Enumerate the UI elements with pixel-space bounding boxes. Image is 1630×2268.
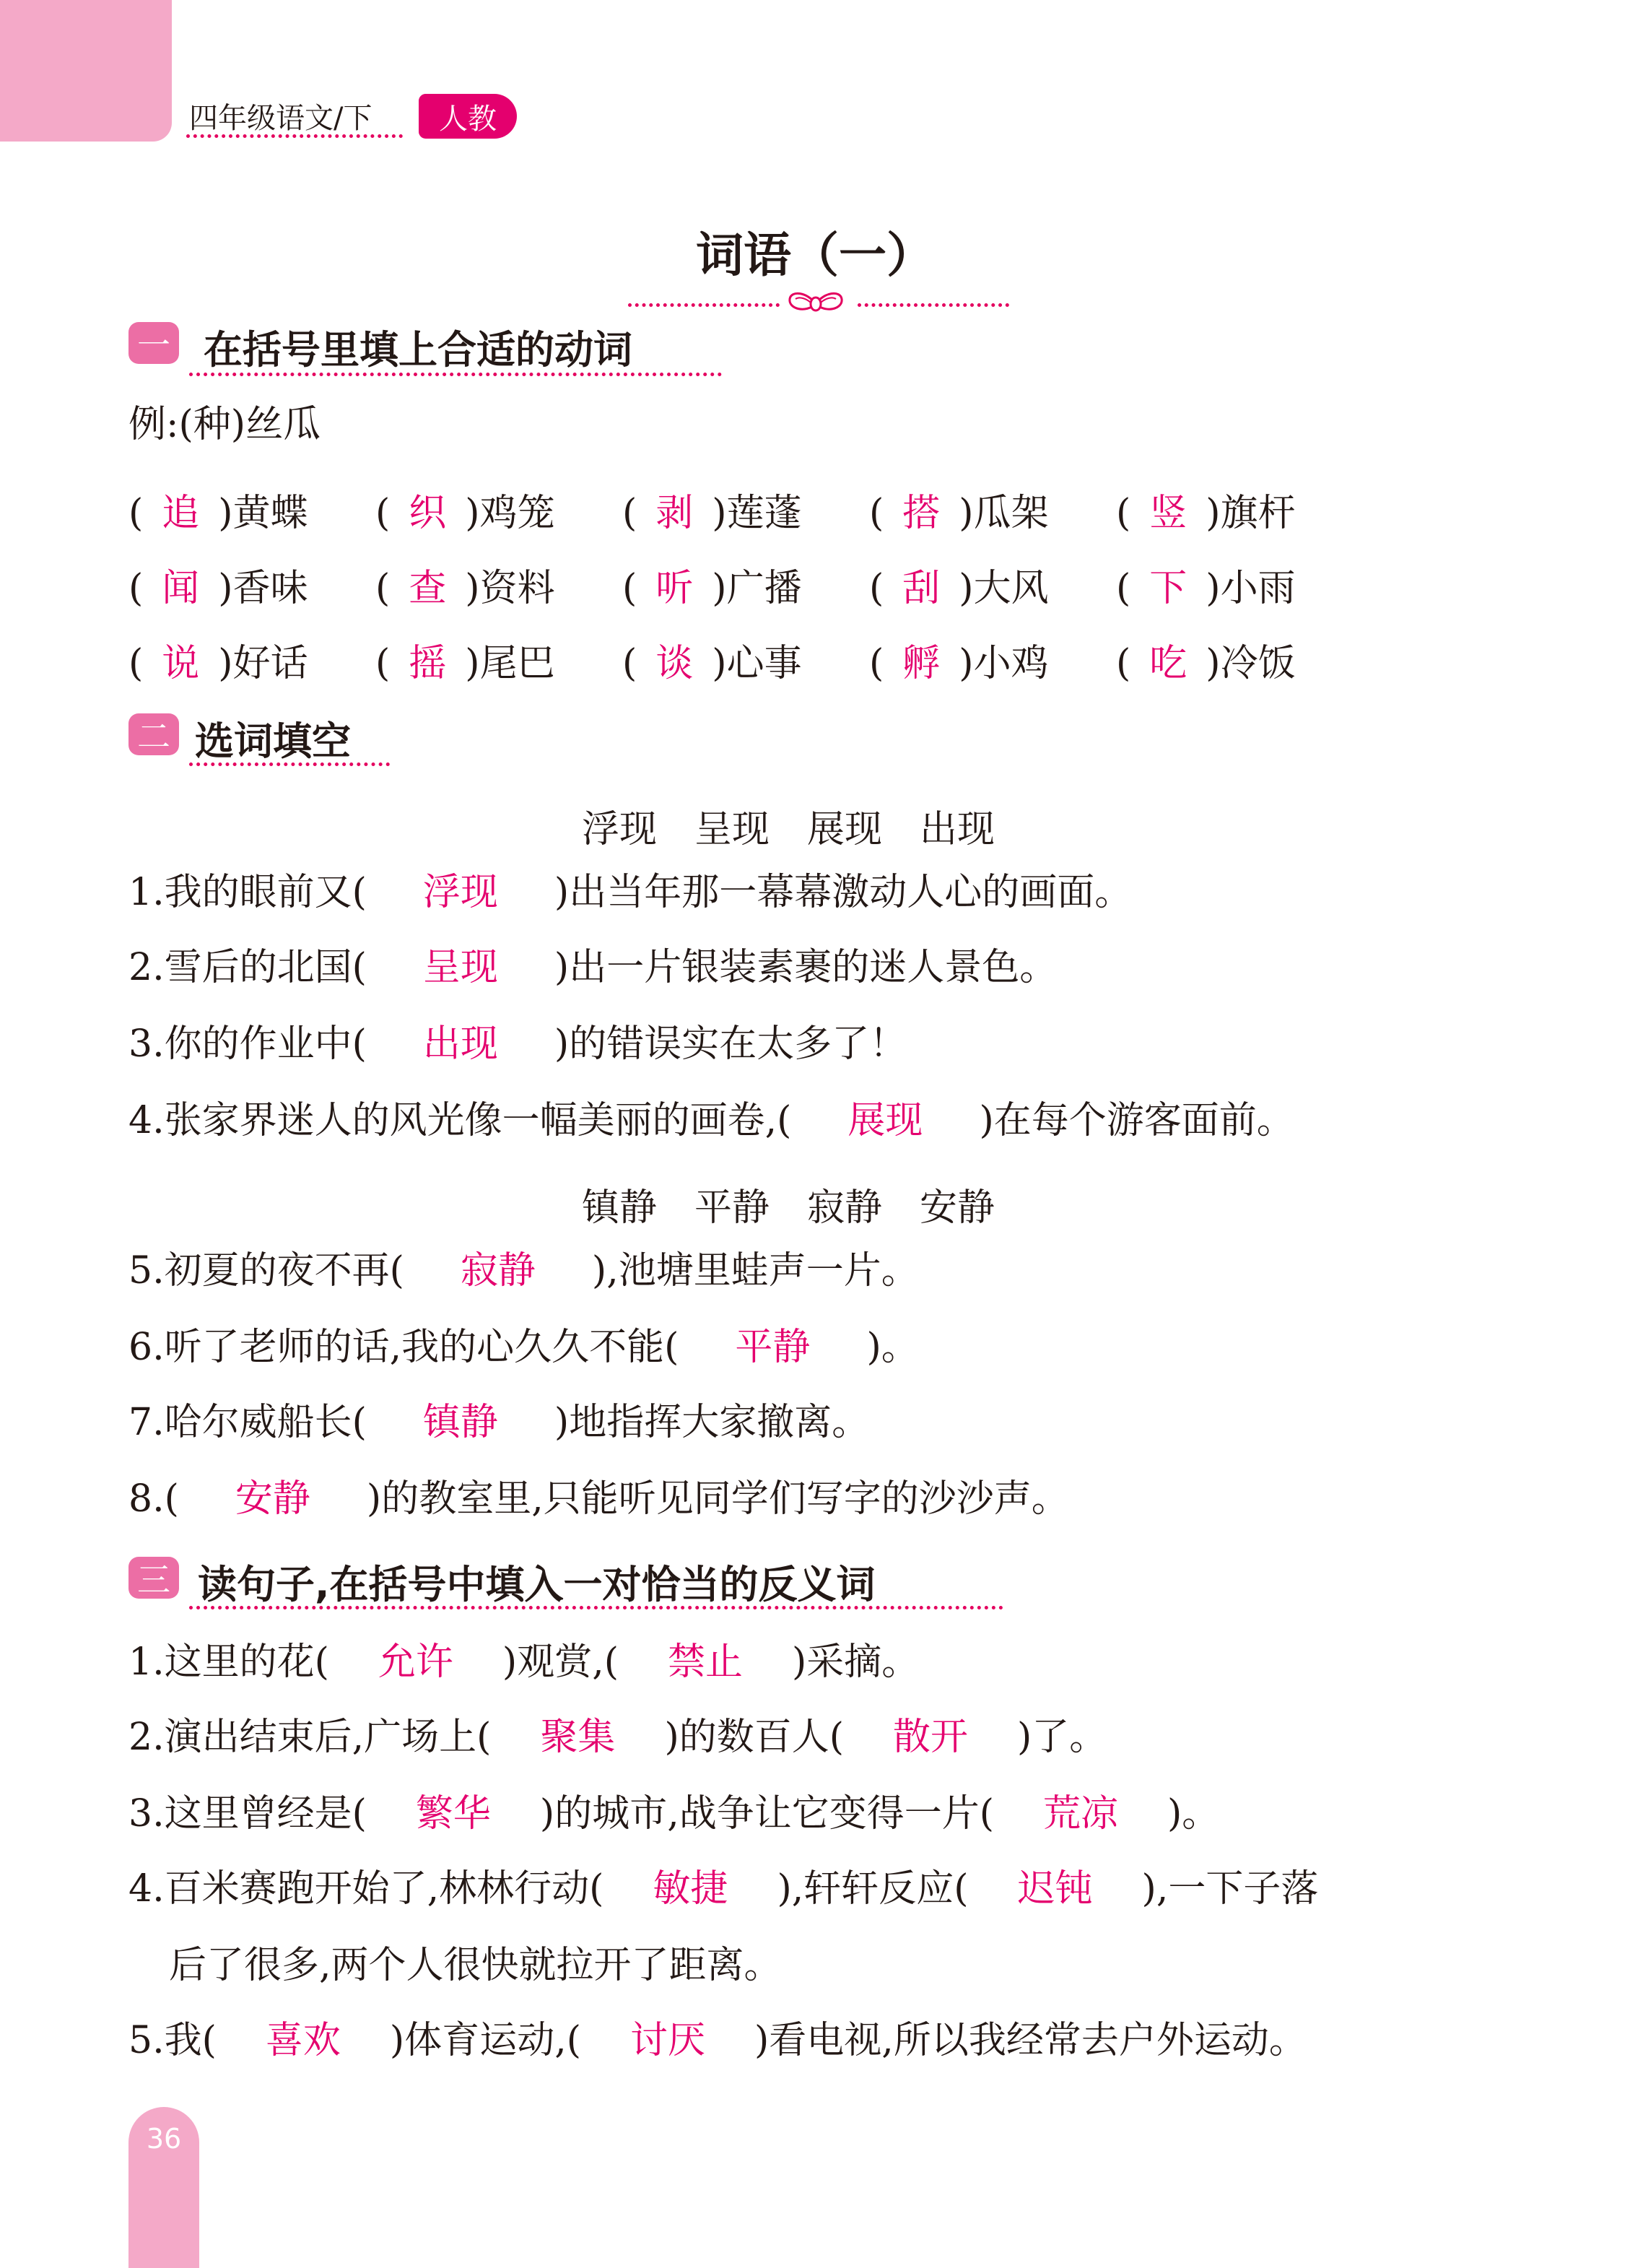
word-option: 出现: [920, 808, 995, 851]
word-options-2: [582, 1177, 1032, 1231]
section-2-underline: [189, 762, 390, 766]
section-3-title: 读句子,在括号中填入一对恰当的反义词: [198, 1562, 876, 1607]
title-dotted-right: [858, 303, 1009, 307]
s2-item-2: 2.雪后的北国( 呈现 )出一片银装素裹的迷人景色。: [128, 946, 1058, 989]
s2-item-4: 4.张家界迷人的风光像一幅美丽的画卷,( 展现 )在每个游客面前。: [128, 1099, 1294, 1142]
header-dotted-underline: [186, 134, 403, 138]
fill-cell: ( 闻 )香味: [128, 567, 308, 610]
lesson-title: 词语（一）: [696, 227, 934, 283]
s2-item-7: 7.哈尔威船长( 镇静 )地指挥大家撤离。: [128, 1401, 870, 1444]
fill-row-1: [128, 482, 1363, 536]
title-dotted-left: [628, 303, 780, 307]
s2-item-1: 1.我的眼前又( 浮现 )出当年那一幕幕激动人心的画面。: [128, 871, 1133, 914]
fill-cell: ( 吃 )冷饭: [1116, 642, 1296, 685]
s3-item-5: 5.我( 喜欢 )体育运动,( 讨厌 )看电视,所以我经常去户外运动。: [128, 2019, 1307, 2062]
section-1-badge: 一: [128, 322, 179, 364]
s2-item-5: 5.初夏的夜不再( 寂静 ),池塘里蛙声一片。: [128, 1249, 919, 1292]
section-3-badge: 三: [128, 1557, 179, 1599]
fill-cell: ( 剥 )莲蓬: [622, 492, 802, 535]
s2-item-6: 6.听了老师的话,我的心久久不能( 平静 )。: [128, 1326, 919, 1369]
fill-cell: ( 孵 )小鸡: [869, 642, 1049, 685]
edition-badge: 人教: [419, 94, 517, 139]
fill-cell: ( 说 )好话: [128, 642, 308, 685]
s3-item-2: 2.演出结束后,广场上( 聚集 )的数百人( 散开 )了。: [128, 1716, 1107, 1759]
fill-cell: ( 织 )鸡笼: [375, 492, 555, 535]
word-option: 展现: [807, 808, 883, 851]
fill-cell: ( 刮 )大风: [869, 567, 1049, 610]
word-option: 平静: [694, 1186, 770, 1230]
fill-cell: ( 听 )广播: [622, 567, 802, 610]
fill-cell: ( 竖 )旗杆: [1116, 492, 1296, 535]
s2-item-8: 8.( 安静 )的教室里,只能听见同学们写字的沙沙声。: [128, 1477, 1069, 1521]
section-2-badge: 二: [128, 713, 179, 755]
word-option: 呈现: [694, 808, 770, 851]
page-number: 36: [146, 2123, 182, 2155]
s3-item-3: 3.这里曾经是( 繁华 )的城市,战争让它变得一片( 荒凉 )。: [128, 1792, 1220, 1835]
fill-cell: ( 摇 )尾巴: [375, 642, 555, 685]
bow-icon: [785, 289, 846, 319]
section-1-title: 在括号里填上合适的动词: [204, 327, 632, 373]
s2-item-3: 3.你的作业中( 出现 )的错误实在太多了！: [128, 1022, 907, 1066]
s3-item-1: 1.这里的花( 允许 )观赏,( 禁止 )采摘。: [128, 1641, 920, 1684]
word-option: 浮现: [582, 808, 658, 851]
section-2-title: 选词填空: [195, 718, 351, 764]
section-1-underline: [189, 373, 722, 376]
fill-cell: ( 追 )黄蝶: [128, 492, 308, 535]
fill-cell: ( 查 )资料: [375, 567, 555, 610]
word-option: 寂静: [807, 1186, 883, 1230]
word-option: 安静: [920, 1186, 995, 1230]
fill-row-3: [128, 633, 1363, 687]
fill-cell: ( 下 )小雨: [1116, 567, 1296, 610]
fill-cell: ( 搭 )瓜架: [869, 492, 1049, 535]
section-3-underline: [189, 1606, 1003, 1609]
fill-cell: ( 谈 )心事: [622, 642, 802, 685]
example-line: 例:(种)丝瓜: [128, 403, 321, 446]
word-options-1: [582, 799, 1032, 853]
s3-item-4: 4.百米赛跑开始了,林林行动( 敏捷 ),轩轩反应( 迟钝 ),一下子落: [128, 1867, 1319, 1911]
book-title: 四年级语文/下: [189, 102, 372, 135]
corner-tab-decoration: [0, 0, 172, 142]
word-option: 镇静: [582, 1186, 658, 1230]
s3-item-4-continuation: 后了很多,两个人很快就拉开了距离。: [169, 1944, 782, 1987]
fill-row-2: [128, 557, 1363, 612]
